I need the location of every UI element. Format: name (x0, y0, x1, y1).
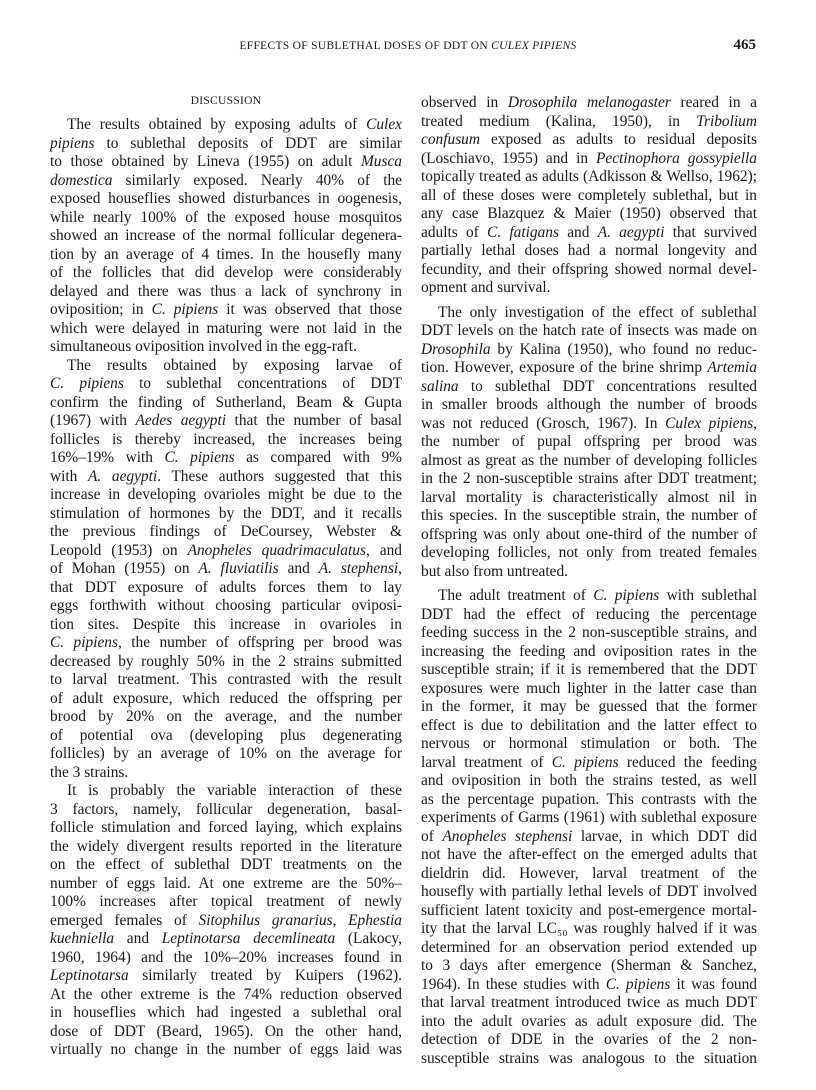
text-line: The results obtained by exposing adults of Culex (67, 116, 402, 133)
paragraph (421, 587, 757, 1068)
text-line: increase in developing ovarioles might be due to the (50, 486, 402, 503)
text-line: dose of DDT (Beard, 1965). On the other hand, (50, 1022, 402, 1040)
text-line: The only investigation of the effect of sublethal (438, 303, 757, 321)
text-line: DDT levels on the hatch rate of insects was made on (421, 322, 757, 339)
text-line: fecundity, and their offspring showed normal devel- (421, 260, 757, 278)
text-line: and oviposition in both the strains tested, as well (421, 772, 757, 789)
paragraph (50, 357, 402, 783)
text-line: virtually no change in the number of eggs laid was (50, 1041, 402, 1058)
text-line: almost as great as the number of developing follicles (421, 451, 757, 469)
text-line: experiments of Garms (1961) with sublethal exposure (421, 809, 757, 826)
text-line: while nearly 100% of the exposed house mosquitos (50, 208, 402, 226)
text-line: but also from untreated. (421, 562, 569, 580)
text-line: to 3 days after emergence (Sherman & Sanchez, (421, 957, 757, 974)
text-line: (1967) with Aedes aegypti that the number of basal (50, 412, 402, 429)
text-line: nervous or hormonal stimulation or both. The (421, 735, 757, 752)
text-line: pipiens to sublethal deposits of DDT are similar (50, 134, 402, 152)
text-line: C. pipiens to sublethal concentrations of DDT (50, 375, 402, 392)
text-line: adults of C. fatigans and A. aegypti that survived (421, 223, 758, 241)
text-line: 1964). In these studies with C. pipiens it was found (421, 975, 758, 993)
text-line: ity that the larval LC₅₀ was roughly halved if it was (421, 920, 757, 937)
text-line: It is probably the variable interaction of these (67, 782, 402, 799)
text-line: that larval treatment introduced twice as much DDT (421, 994, 757, 1011)
running-head (0, 40, 816, 52)
text-line: decreased by roughly 50% in the 2 strains submitted (50, 652, 402, 670)
text-line: brood by 20% on the average, and the number (50, 708, 402, 725)
text-line: which were delayed in maturing were not laid in the (50, 319, 402, 337)
text-line: delayed and there was thus a lack of synchrony in (50, 282, 402, 300)
text-line: follicle stimulation and forced laying, which explains (50, 819, 402, 836)
text-line: domestica similarly exposed. Nearly 40% of the (50, 171, 402, 189)
text-line: determined for an observation period extended up (421, 938, 757, 956)
text-line: showed an increase of the normal follicular degenera- (50, 227, 402, 244)
text-line: confirm the finding of Sutherland, Beam & Gupta (50, 393, 402, 411)
text-line: treated medium (Kalina, 1950), in Tribolium (421, 112, 757, 130)
text-line: offspring was only about one-third of the number of (421, 525, 757, 543)
paragraph (50, 782, 402, 1060)
text-line: follicles is thereby increased, the increases being (50, 430, 402, 448)
text-line: The results obtained by exposing larvae of (67, 356, 402, 374)
text-line: susceptible strain; if it is remembered that the DDT (421, 661, 757, 678)
text-line: larval mortality is characteristically almost nil in (421, 488, 757, 506)
text-line: The adult treatment of C. pipiens with sublethal (438, 587, 758, 604)
text-line: Leopold (1953) on Anopheles quadrimaculatus, and (50, 541, 402, 559)
text-line: exposed houseflies showed disturbances in oogenesis, (50, 190, 402, 207)
text-line: number of eggs laid. At one extreme are the 50%– (50, 874, 402, 892)
text-line: 3 factors, namely, follicular degeneration, basal- (50, 800, 402, 818)
text-line: Drosophila by Kalina (1950), who found no reduc- (421, 340, 757, 358)
text-line: this species. In the susceptible strain, the number of (421, 507, 757, 524)
text-line: the widely divergent results reported in the literature (50, 837, 402, 855)
text-line: observed in Drosophila melanogaster reared in a (421, 94, 757, 111)
text-line: the 3 strains. (50, 763, 129, 781)
text-line: with A. aegypti. These authors suggested that this (50, 467, 402, 485)
text-line: effect is due to debilitation and the latter effect to (421, 716, 757, 734)
text-line: of adult exposure, which reduced the offspring per (50, 689, 402, 707)
text-line: DDT had the effect of reducing the percentage (421, 605, 757, 623)
text-line: stimulation of hormones by the DDT, and it recalls (50, 504, 402, 522)
right-column (421, 94, 757, 1068)
running-title-species: CULEX PIPIENS (491, 40, 577, 52)
text-line: opment and survival. (421, 279, 551, 296)
text-line: the previous findings of DeCoursey, Webster & (50, 523, 402, 540)
text-line: feeding success in the 2 non-susceptible strains, and (421, 624, 757, 641)
text-line: sufficient latent toxicity and post-emergence mortal- (421, 901, 757, 919)
text-line: 1960, 1964) and the 10%–20% increases found in (50, 948, 402, 966)
text-line: 16%–19% with C. pipiens as compared with 9% (50, 449, 403, 466)
text-line: partially lethal doses had a normal longevity and (421, 242, 757, 259)
text-line: susceptible strains was analogous to the situation (421, 1049, 757, 1067)
text-line: the number of pupal offspring per brood was (421, 433, 757, 450)
text-line: Leptinotarsa similarly treated by Kuipers (1962). (50, 967, 402, 984)
text-line: of potential ova (developing plus degenerating (50, 726, 402, 744)
text-line: in smaller broods although the number of broods (421, 396, 757, 413)
text-line: all of these doses were completely sublethal, but in (421, 186, 757, 204)
text-line: housefly with partially lethal levels of DDT involved (421, 883, 757, 900)
text-line: larval treatment of C. pipiens reduced the feeding (421, 753, 758, 771)
section-heading: DISCUSSION (190, 95, 262, 107)
text-line: confusum exposed as adults to residual deposits (421, 131, 757, 148)
text-line: exposures were much lighter in the latter case than (421, 679, 757, 697)
text-line: At the other extreme is the 74% reduction observed (50, 985, 402, 1003)
text-line: was not reduced (Grosch, 1967). In Culex pipiens, (421, 414, 757, 432)
text-line: in houseflies which had ingested a sublethal oral (50, 1004, 402, 1021)
text-line: oviposition; in C. pipiens it was observed that those (50, 301, 402, 318)
text-line: topically treated as adults (Adkisson & Wellso, 1962); (421, 168, 757, 185)
text-line: tion. However, exposure of the brine shrimp Artemia (421, 359, 757, 376)
text-line: of Anopheles stephensi larvae, in which DDT did (421, 827, 758, 845)
text-line: of Mohan (1955) on A. fluviatilis and A. stephensi, (50, 560, 402, 577)
text-line: developing follicles, not only from treated females (421, 544, 757, 561)
text-line: C. pipiens, the number of offspring per brood was (50, 634, 402, 651)
text-line: detection of DDE in the ovaries of the 2 non- (421, 1031, 757, 1048)
text-line: emerged females of Sitophilus granarius, Ephestia (50, 911, 403, 929)
text-line: to those obtained by Lineva (1955) on adult Musca (50, 153, 402, 170)
text-line: any case Blazquez & Maier (1950) observed that (421, 205, 757, 222)
text-line: salina to sublethal DDT concentrations resulted (421, 377, 757, 395)
text-line: (Loschiavo, 1955) and in Pectinophora gossypiella (421, 149, 757, 167)
text-line: into the adult ovaries as adult exposure did. The (421, 1012, 757, 1030)
text-line: kuehniella and Leptinotarsa decemlineata (Lakocy, (50, 930, 402, 947)
text-line: not have the after-effect on the emerged adults that (421, 846, 757, 863)
paragraph (421, 304, 757, 582)
text-line: eggs forthwith without choosing particular oviposi- (50, 597, 402, 614)
text-line: on the effect of sublethal DDT treatments on the (50, 856, 402, 873)
text-line: follicles) by an average of 10% on the average for (50, 745, 402, 762)
text-line: increasing the feeding and oviposition rates in the (421, 642, 757, 660)
page-number: 465 (733, 37, 756, 53)
running-title: EFFECTS OF SUBLETHAL DOSES OF DDT ON (239, 40, 492, 52)
text-line: tion sites. Despite this increase in ovarioles in (50, 615, 402, 633)
text-line: of the follicles that did develop were considerably (50, 264, 402, 281)
text-line: 100% increases after topical treatment of newly (50, 893, 402, 910)
text-line: in the 2 non-susceptible strains after DDT treatment; (421, 470, 757, 487)
text-line: that DDT exposure of adults forces them to lay (50, 578, 402, 596)
paragraph (50, 116, 402, 357)
text-line: simultaneous oviposition involved in the egg-raft. (50, 338, 357, 355)
text-line: to larval treatment. This contrasted with the result (50, 671, 402, 688)
text-line: in the former, it may be guessed that the former (421, 698, 757, 715)
text-line: tion by an average of 4 times. In the housefly many (50, 245, 402, 263)
left-column (50, 116, 402, 1060)
text-line: dieldrin did. However, larval treatment of the (421, 864, 757, 882)
text-line: as the percentage pupation. This contrasts with the (421, 790, 757, 808)
paragraph (421, 94, 757, 298)
